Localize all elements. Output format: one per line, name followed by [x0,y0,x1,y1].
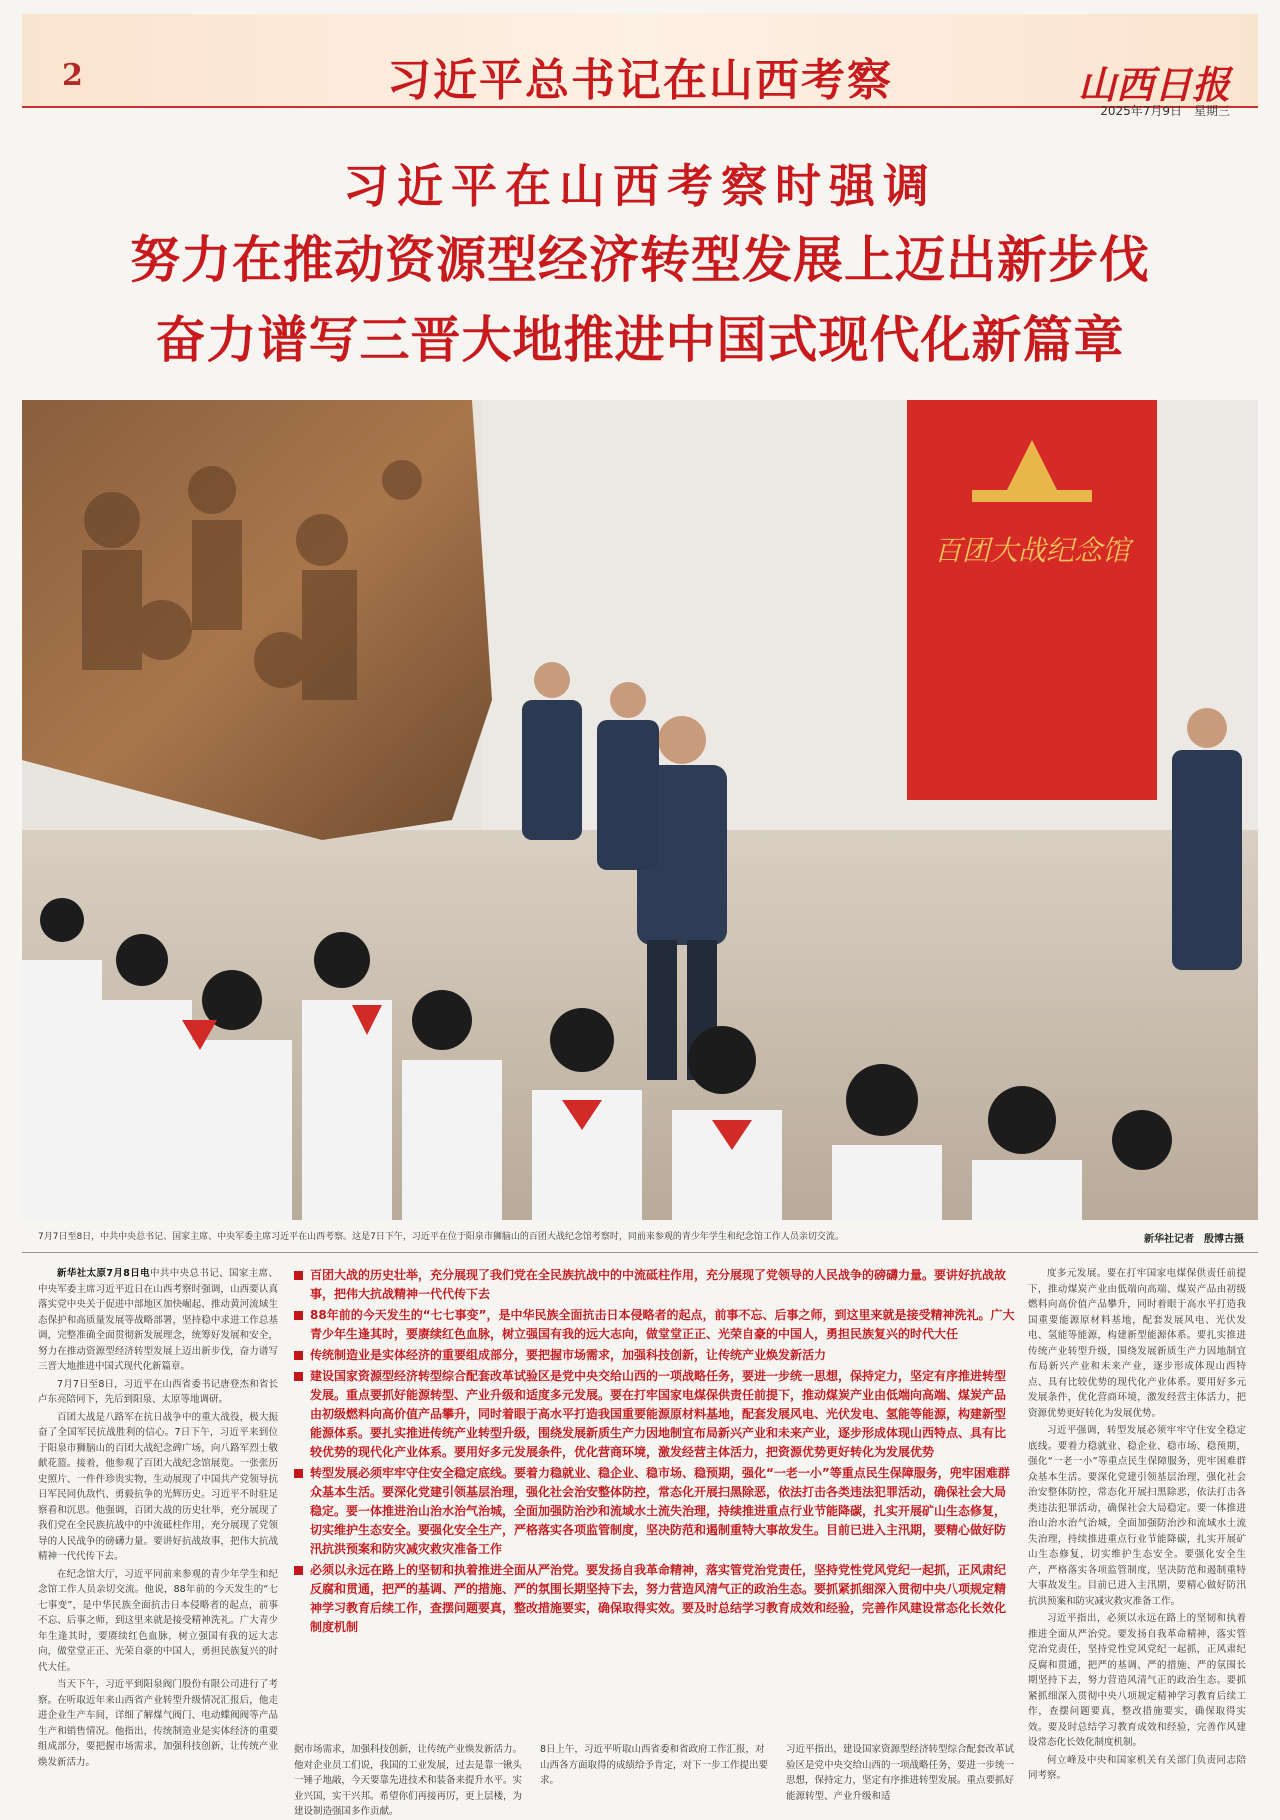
photo-caption: 7月7日至8日，中共中央总书记、国家主席、中央军委主席习近平在山西考察。这是7日下午，习近平在位于阳泉市狮脑山的百团大战纪念馆考察时，同前来参观的青少年学生和纪念馆工作人员亲切交流。 [38,1232,844,1242]
article-bottom-column: 8日上午，习近平听取山西省委和省政府工作汇报，对山西各方面取得的成绩给予肯定，对下一步工作提出要求。 [540,1744,769,1786]
dateline: 新华社太原7月8日电 [57,1268,150,1279]
key-point: 88年前的今天发生的“七七事变”，是中华民族全面抗击日本侵略者的起点，前事不忘、后事之师，到这里来就是接受精神洗礼。广大青少年生逢其时，要赓续红色血脉，树立强国有我的远大志向，做堂堂正正、光荣自豪的中国人，勇担民族复兴的时代大任 [294,1306,1016,1344]
article-right-column [1028,1266,1246,1796]
headline-line-1: 努力在推动资源型经济转型发展上迈出新步伐 [130,231,1150,289]
article-paragraph: 度多元发展。要在打牢国家电煤保供责任前提下，推动煤炭产业由低端向高端、煤炭产品由初级燃料向高价值产品攀升，同时着眼于高水平打造我国重要能源原材料基地，配套发展风电、光伏发电、氢能等能源，构建新型能源体系。要扎实推进传统产业转型升级，围绕发展新质生产力因地制宜布局新兴产业和未来产业，逐步形成体现山西特点、具有比较优势的现代化产业体系。要用好多元发展条件，优化营商环境，激发经营主体活力，把资源优势更好转化为发展优势。 [1028,1268,1246,1419]
photo-illustration [22,400,1258,1220]
article-paragraph: 当天下午，习近平到阳泉阀门股份有限公司进行了考察。在听取近年来山西省产业转型升级情况汇报后，他走进企业生产车间，详细了解煤气阀门、电动蝶阀阀等产品生产和销售情况。他指出，传统制造业是实体经济的重要组成部分，要把握市场需求，加强科技创新，让传统产业焕发新活力。 [38,1679,278,1768]
article-bottom-column: 习近平指出，建设国家资源型经济转型综合配套改革试验区是党中央交给山西的一项战略任务，要进一步统一思想，保持定力，坚定有序推进转型发展。重点要抓好能源转型、产业升级和适 [786,1744,1015,1802]
headline-kicker: 习近平在山西考察时强调 [343,159,937,213]
section-title: 习近平总书记在山西考察 [387,55,893,106]
page-number: 2 [62,58,83,93]
headline-line-2: 奋力谱写三晋大地推进中国式现代化新篇章 [155,311,1125,369]
article-paragraph: 何立峰及中央和国家机关有关部门负责同志陪同考察。 [1028,1754,1246,1781]
article-paragraph: 百团大战是八路军在抗日战争中的重大战役，极大振奋了全国军民抗战胜利的信心。7日下午，习近平来到位于阳泉市狮脑山的百团大战纪念碑广场，向八路军烈士敬献花篮。接着，他参观了百团大战纪念馆展览。一张张历史照片、一件件珍贵实物，生动展现了中国共产党领导抗日军民同仇敌忾、勇毅抗争的光辉历史。习近平不时驻足察看和沉思。他强调，百团大战的历史壮举，充分展现了我们党在全民族抗战中的中流砥柱作用，充分展现了党领导的人民战争的磅礴力量。要讲好抗战故事，把伟大抗战精神一代代传下去。 [38,1411,278,1562]
key-point: 必须以永远在路上的坚韧和执着推进全面从严治党。要发扬自我革命精神，落实管党治党责任，坚持党性党风党纪一起抓，正风肃纪反腐和贯通，把严的基调、严的措施、严的氛围长期坚持下去，努力营造风清气正的政治生态。要抓紧抓细深入贯彻中央八项规定精神学习教育后续工作，查摆问题要真，整改措施要实，确保取得实效。要及时总结学习教育成效和经验，完善作风建设常态化长效化制度机制 [294,1561,1016,1637]
photo-credit: 新华社记者 殷博古摄 [1144,1234,1244,1245]
article-bottom-column: 据市场需求，加强科技创新，让传统产业焕发新活力。他对企业员工们说，我国的工业发展，过去是靠一锹头一锤子地敲，今天要靠先进技术和装备来提升水平。实业兴国，实干兴邦。希望你们再接再厉，更上层楼，为建设制造强国多作贡献。 [294,1744,523,1817]
divider [22,1252,1258,1253]
issue-date: 2025年7月9日 星期三 [1100,104,1230,118]
article-paragraph: 7月7日至8日，习近平在山西省委书记唐登杰和省长卢东亮陪同下，先后到阳泉、太原等地调研。 [38,1378,278,1405]
article-paragraph: 习近平指出，必须以永远在路上的坚韧和执着推进全面从严治党。要发扬自我革命精神，落实管党治党责任，坚持党性党风党纪一起抓，正风肃纪反腐和贯通，把严的基调、严的措施、严的氛围长期坚持下去，努力营造风清气正的政治生态。要抓紧抓细深入贯彻中央八项规定精神学习教育后续工作，查摆问题要真，整改措施要实，确保取得实效。要及时总结学习教育成效和经验，完善作风建设常态化长效化制度机制。 [1028,1613,1246,1748]
lead-photo [22,400,1258,1220]
article-left-column [38,1266,278,1768]
article-paragraph: 习近平强调，转型发展必须牢牢守住安全稳定底线。要着力稳就业、稳企业、稳市场、稳预期，强化“一老一小”等重点民生保障服务，兜牢困难群众基本生活。要深化党建引领基层治理，强化社会治安整体防控，常态化开展扫黑除恶，依法打击各类违法犯罪活动，确保社会大局稳定。要一体推进治山治水治气治城，全面加强防治沙和流域水土流失治理，持续推进重点行业节能降碳，扎实开展矿山生态修复，切实维护生态安全。要强化安全生产，严格落实各项监管制度，坚决防范和遏制重特大事故发生。目前已进入主汛期，要精心做好防汛抗洪预案和防灾减灾救灾准备工作。 [1028,1425,1246,1607]
masthead-logo: 山西日报 [1077,62,1230,107]
key-point: 传统制造业是实体经济的重要组成部分，要把握市场需求，加强科技创新，让传统产业焕发新活力 [294,1346,1016,1365]
key-point: 百团大战的历史壮举，充分展现了我们党在全民族抗战中的中流砥柱作用，充分展现了党领导的人民战争的磅礴力量。要讲好抗战故事，把伟大抗战精神一代代传下去 [294,1266,1016,1304]
key-point: 转型发展必须牢牢守住安全稳定底线。要着力稳就业、稳企业、稳市场、稳预期，强化“一老一小”等重点民生保障服务，兜牢困难群众基本生活。要深化党建引领基层治理，强化社会治安整体防控，常态化开展扫黑除恶，依法打击各类违法犯罪活动，确保社会大局稳定。要一体推进治山治水治气治城，全面加强防治沙和流域水土流失治理，持续推进重点行业节能降碳，扎实开展矿山生态修复，切实维护生态安全。要强化安全生产，严格落实各项监管制度，坚决防范和遏制重特大事故发生。目前已进入主汛期，要精心做好防汛抗洪预案和防灾减灾救灾准备工作 [294,1464,1016,1559]
article-paragraph: 中共中央总书记、国家主席、中央军委主席习近平近日在山西考察时强调，山西要认真落实党中央关于促进中部地区加快崛起、推动黄河流域生态保护和高质量发展等战略部署，坚持稳中求进工作总基调，完整准确全面贯彻新发展理念，统筹好发展和安全，努力在推动资源型经济转型发展上迈出新步伐，奋力谱写三晋大地推进中国式现代化新篇章。 [38,1268,278,1372]
memorial-sign-text: 百团大战纪念馆 [933,534,1131,567]
article-paragraph: 在纪念馆大厅，习近平同前来参观的青少年学生和纪念馆工作人员亲切交流。他说，88年前的今天发生的“七七事变”，是中华民族全面抗击日本侵略者的起点，前事不忘、后事之师，到这里来就是接受精神洗礼。广大青少年生逢其时，要赓续红色血脉，树立强国有我的远大志向，做堂堂正正、光荣自豪的中国人，勇担民族复兴的时代大任。 [38,1568,278,1673]
key-point: 建设国家资源型经济转型综合配套改革试验区是党中央交给山西的一项战略任务，要进一步统一思想，保持定力，坚定有序推进转型发展。重点要抓好能源转型、产业升级和适度多元发展。要在打牢国家电煤保供责任前提下，推动煤炭产业由低端向高端、煤炭产品由初级燃料向高价值产品攀升，同时着眼于高水平打造我国重要能源原材料基地，配套发展风电、光伏发电、氢能等能源，构建新型能源体系。要扎实推进传统产业转型升级，围绕发展新质生产力因地制宜布局新兴产业和未来产业，逐步形成体现山西特点、具有比较优势的现代化产业体系。要用好多元发展条件，优化营商环境，激发经营主体活力，把资源优势更好转化为发展优势 [294,1367,1016,1462]
key-points-box [294,1266,1016,1770]
